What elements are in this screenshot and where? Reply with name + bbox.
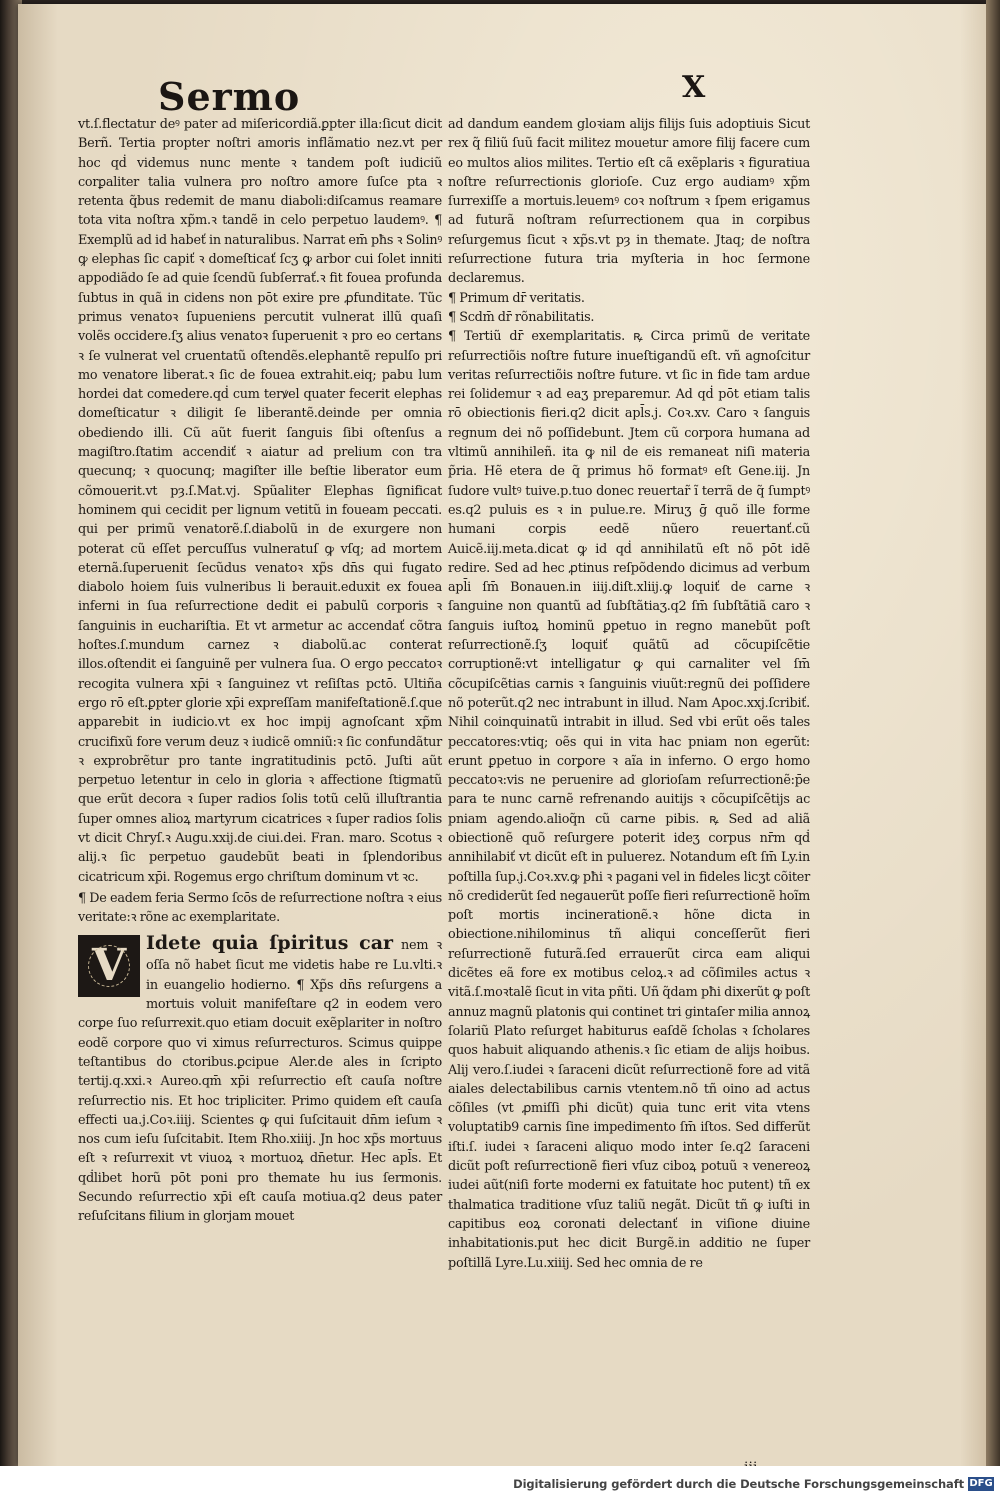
funding-note: Digitalisierung gefördert durch die Deutsche Forschungsgemeinschaft [513,1477,964,1491]
drop-cap-initial [78,935,140,997]
dfg-logo: DFG [969,1478,993,1489]
sermon-incipit: Idete quia ſpiritus car [146,932,394,955]
book-page [18,4,990,1466]
left-paragraph-3: nem ꝛ oſſa nõ habet ſicut me videtis habe re Lu.vlti.ꝛ in euangelio hodierno. ¶ Xp̃s dn̄s reſurgens a mortuis voluit manifeſtare q2 in eodem vero corꝑe ſuo reſurrexit.quo etiam docuit exẽplariter in noſtro eodẽ corpore quo vi ximus reſurrecturos. Scimus quippe teſtantibus do ctoribus.ꝑcipue Aler.de ales in ſcripto tertij.q.xxi.ꝛ Aureo.qm̄ xp̄i reſurrectio eſt cauſa noſtre reſurrectio nis. Et hoc tripliciter. Primo quidem eſt cauſa effecti ua.j.Coꝛ.iiij. Scientes ꝙ qui ſuſcitauit dn̄m ieſum ꝛ nos cum ieſu ſuſcitabit. Item Rho.xiiij. Jn hoc xp̃s mortuus eſt ꝛ reſurrexit vt viuoꝝ ꝛ mortuoꝝ dn̄etur. Hec apl̄s. Et qḋlibet horũ pōt poni pro themate hu ius ſermonis. Secundo reſurrectio xp̄i eſt cauſa motiua.q2 deus pater reſuſcitans filium in glorjam mouet [78,938,442,1225]
page-edge-shadow [986,0,1000,1466]
left-paragraph-1: vt.ſ.flectatur deꝰ pater ad miſericordiã.ꝑpter illa:ſicut dicit Berñ. Tertia propter noſtri amoris inflãmatio nez.vt per hoc qḋ videmus nunc mente ꝛ tandem poſt iudiciũ corꝑaliter talia vulnera pro noſtro amore ſuſce pta ꝛ retenta q̃bus redemit de manu diaboli:diſcamus reamare tota vita noſtra xp̃m.ꝛ tandẽ in celo perpetuo laudemꝰ. ¶ Exemplũ ad id habeť in naturalibus. Narrat em̄ pħs ꝛ Solinꝰ ꝙ elephas ſic capiť ꝛ domeſticať ſcʒ ꝙ arbor cui ſolet inniti appodiãdo ſe ad quie ſcendũ ſubſerrať.ꝛ fit fouea profunda ſubtus in quã in cidens non pōt exire pre ꝓfunditate. Tũc primus venatoꝛ ſupueniens percutit vulnerat illũ quaſi volẽs occidere.ſʒ alius venatoꝛ ſuperuenit ꝛ pro eo certans ꝛ ſe vulnerat vel cruentatũ oſtendẽs.elephantẽ repulſo pri mo venatore liberat.ꝛ ſic de fouea extrahit.eiq; pabu lum hordei dat comedere.qḋ cum terꝟel quater fecerit elephas domeſticatur ꝛ diligit ſe liberantẽ.deinde per omnia obediendo illi. Cũ aũt fuerit ſanguis ſibi oſtenſus a magiſtro.ſtatim accendiť ꝛ aiatur ad prelium con tra quecunq; ꝛ quocunq; magiſter ille beſtie liberator eum cõmouerit.vt pȝ.ſ.Mat.vj. Spũaliter Elephas ſignificat hominem qui cecidit per lignum vetitũ in foueam peccati. qui per primũ venatorẽ.ſ.diabolũ in de exurgere non poterat cũ eſſet percuſſus vulneratuſ ꝙ vſq; ad mortem eternã.ſuperuenit ſecũdus venatoꝛ xp̃s dn̄s qui fugato diabolo hoiem ſuis vulneribus li berauit.eduxit ex fouea inferni in ſua reſurrectione dedit ei pabulũ corporis ꝛ ſanguinis in euchariſtia. Et vt armetur ac accendať cõtra hoſtes.ſ.mundum carnez ꝛ diabolũ.ac conterat illos.oſtendit ei ſanguinẽ per vulnera ſua. O ergo peccatoꝛ recogita vulnera xp̄i ꝛ ſanguinez vt reſiſtas pctō. Ultiña ergo rō eſt.ꝑpter glorie xp̄i expreſſam manifeſtationẽ.ſ.que apparebit in iudicio.vt ex hoc impij agnoſcant xp̃m crucifixũ fore verum deuz ꝛ iudicẽ omniũ:ꝛ ſic confundãtur ꝛ exprobrẽtur pro tante ingratitudinis pctō. Juſti aũt perpetuo letentur in celo in gloria ꝛ affectione ſtigmatũ que erũt decora ꝛ ſuper radios ſolis totũ celũ illuſtrantia ſuper omnes alioꝝ martyrum cicatrices ꝛ ſuper radios ſolis vt dicit Chryſ.ꝛ Augu.xxij.de ciui.dei. Fran. maro. Scotus ꝛ alij.ꝛ ſic perpetuo gaudebũt beati in ſplendoribus cicatricum xp̄i. Rogemus ergo chriſtum dominum vt ꝛc. [78,117,442,885]
right-paragraph-1: ad dandum eandem gloꝛiam alijs filijs ſuis adoptiuis Sicut rex q̃ filiũ ſuũ facit militez mouetur amore filij facere cum eo multos alios milites. Tertio eſt cã exẽplaris ꝛ figuratiua noſtre reſurrectionis glorioſe. Cuz ergo audiamꝰ xp̃m ſurrexiſſe a mortuis.leuemꝰ coꝛ noſtrum ꝛ ſpem erigamus ad futurã noſtram reſurrectionem qua in corꝑibus reſurgemus ſicut ꝛ xp̃s.vt pȝ in themate. Jtaq; de noſtra reſurrectione futura tria myſteria in hoc ſermone declaremus. [448,117,810,287]
right-list-item-2: ¶ Scdm̄ dr̄ rõnabilitatis. [448,309,595,325]
right-paragraph-2: ¶ Tertiũ dr̄ exemplaritatis. ꝶ Circa primũ de veritate reſurrectiõis noſtre future inueſtigandũ eſt. vñ agnoſcitur veritas reſurrectiõis noſtre future. vt ſic in fide tam ardue rei ſolidemur ꝛ ad eaʒ preparemur. Ad qḋ pōt etiam talis rō obiectionis fieri.q2 dicit apl̄s.j. Coꝛ.xv. Caro ꝛ ſanguis regnum dei nõ poſſidebunt. Jtem cũ corpora humana ad vltimũ annihileñ. ita ꝙ nil de eis remaneat niſi materia p̃ria. Hẽ etera de q̃ primus hõ formatꝰ eſt Gene.iij. Jn ſudore vultꝰ tuive.p.tuo donec reuertar̃ ĩ terrã de q̃ ſumptꝰ es.q2 puluis es ꝛ in pulue.re. Miruʒ ḡ quõ ille forme humani corꝑis eedẽ nũero reuertanť.cũ Auicẽ.iij.meta.dicat ꝙ id qḋ annihilatũ eſt nõ pōt idẽ redire. Sed ad hec ꝓtinus reſpõdendo dicimus ad verbum apl̄i ſm̄ Bonauen.in iiij.diſt.xliij.ꝙ loquiť de carne ꝛ ſanguine non quantũ ad ſubſtãtiaʒ.q2 ſm̄ ſubſtãtiã caro ꝛ ſanguis iuſtoꝝ hominũ ꝑpetuo in regno manebũt poſt reſurrectionẽ.ſʒ loquiť quãtũ ad cõcupiſcẽtie corruptionẽ:vt intelligatur ꝙ qui carnaliter vel ſm̄ cõcupiſcẽtias carnis ꝛ ſanguinis viuũt:regnũ dei poſſidere nõ poterũt.q2 nec intrabunt in illud. Nam Apoc.xxj.ſcribiť. Nihil coinquinatũ intrabit in illud. Sed vbi erũt oẽs tales peccatores:vtiq; oẽs qui in vita hac pniam non egerũt: erunt ꝑpetuo in corꝑore ꝛ aĩa in inferno. O ergo homo peccatoꝛ:vis ne peruenire ad glorioſam reſurrectionẽ:p̄e para te nunc carnẽ refrenando auitijs ꝛ cõcupiſcẽtijs ac pniam agendo.alioq̃n cũ carne pibis. ꝶ Sed ad aliã obiectionẽ quõ reſurgere poterit ideʒ corpus nr̄m qḋ annihilabiť vt dicũt eſt in puluerez. Notandum eſt ſm̄ Ly.in poſtilla ſup.j.Coꝛ.xv.ꝙ pħi ꝛ pagani vel in fideles licʒt cõiter nõ crediderũt ſed negauerũt poſſe fieri reſurrectionẽ hoĩm poſt mortis incinerationẽ.ꝛ hõne dicta in obiectione.nihilominus tñ aliqui conceſſerũt fieri reſurrectionẽ futurã.ſed errauerũt circa eam aliqui dicẽtes eã fore ex motibus celoꝝ.ꝛ ad cõſimiles actus ꝛ vitã.ſ.moꝛtalẽ ſicut in vita pñti. Uñ q̃dam pħi dixerũt ꝙ poſt annuz magnũ platonis qui continet tri gintaſer milia annoꝝ ſolariũ Plato reſurget habiturus eaſdẽ ſcholas ꝛ ſcholares quos habuit aliquando athenis.ꝛ ſic etiam de alijs hoibus. Alij vero.ſ.iudei ꝛ ſaraceni dicũt reſurrectionẽ fore ad vitã aiales delectabilibus carnis vtentem.nõ tñ oino ad actus cõſiles (vt ꝓmiſſi pħi dicũt) quia tunc erit vita vtens voluptatib9 carnis ſine impedimento ſm̄ iſtos. Sed differũt iſti.ſ. iudei ꝛ ſaraceni aliquo modo inter ſe.q2 ſaraceni dicũt poſt reſurrectionẽ fieri vſuz ciboꝝ potuũ ꝛ venereoꝝ iudei aũt(niſi forte moderni ex fatuitate hoc putent) tñ ex thalmatica traditione vſuz taliũ negãt. Dicũt tñ ꝙ iuſti in capitibus eoꝝ coronati delectanť in viſione diuine inhabitationis.put hec dicit Burgẽ.in additio ne ſuper poſtillã Lyre.Lu.xiiij. Sed hec omnia de re [448,329,810,1271]
running-title: Sermo [158,74,301,119]
left-column [78,115,442,1227]
funding-footer [0,1466,1000,1501]
left-paragraph-2-heading: ¶ De eadem feria Sermo ſcōs de reſurrectione noſtra ꝛ eius veritate:ꝛ rõne ac exemplaritate. [78,890,442,926]
drop-cap-letter: V [92,940,126,992]
right-column [448,115,810,1273]
right-list-item-1: ¶ Primum dr̄ veritatis. [448,290,585,306]
folio-number: X [682,70,706,105]
